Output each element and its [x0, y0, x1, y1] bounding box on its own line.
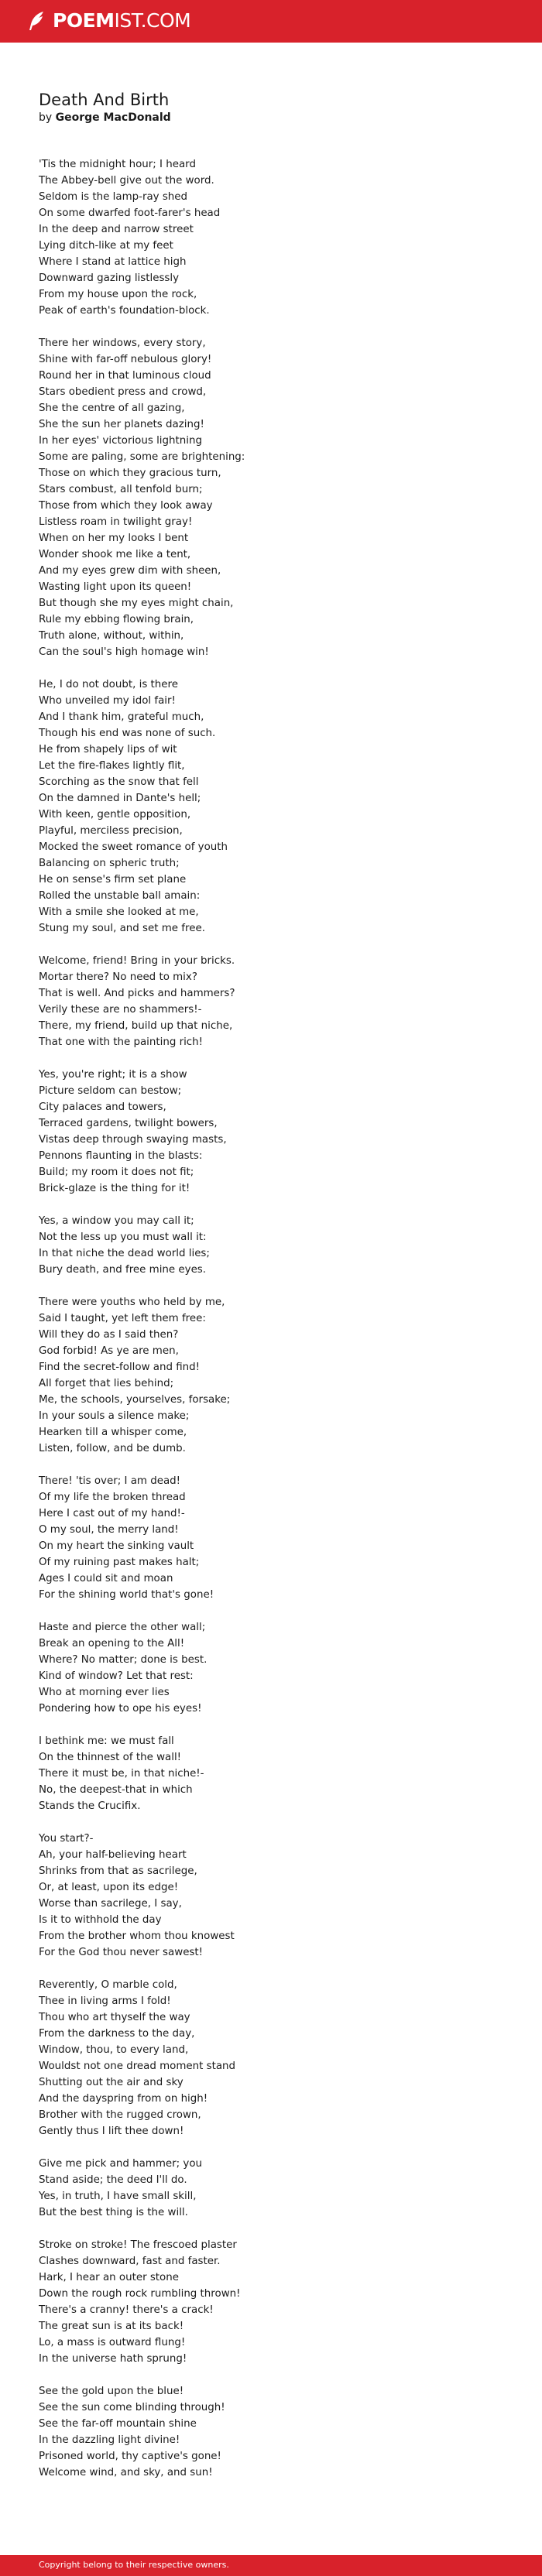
- poem-line: Break an opening to the All!: [39, 1638, 185, 1649]
- poem-line: She the centre of all gazing,: [39, 402, 185, 414]
- poem-line: Verily these are no shammers!-: [39, 1004, 202, 1016]
- poem-line: From the darkness to the day,: [39, 2028, 195, 2040]
- copyright-notice: Copyright belong to their respective owners.: [39, 2560, 229, 2570]
- poem-line: And the dayspring from on high!: [39, 2093, 208, 2105]
- poem-line: Those on which they gracious turn,: [39, 468, 221, 479]
- poem-line: Thou who art thyself the way: [39, 2012, 190, 2023]
- poem-line: Shine with far-off nebulous glory!: [39, 354, 212, 365]
- poem-line: See the sun come blinding through!: [39, 2402, 225, 2413]
- site-header: [0, 0, 542, 43]
- poem-line: Hark, I hear an outer stone: [39, 2272, 179, 2283]
- poem-line: 'Tis the midnight hour; I heard: [39, 159, 196, 170]
- poem-line: But the best thing is the will.: [39, 2207, 188, 2218]
- poem-line: Though his end was none of such.: [39, 728, 216, 739]
- poem-line: Will they do as I said then?: [39, 1329, 179, 1341]
- quill-feather-icon: [26, 10, 46, 32]
- poem-line: Hearken till a whisper come,: [39, 1427, 187, 1438]
- poem-stanza: [39, 1473, 503, 1603]
- poem-line: O my soul, the merry land!: [39, 1524, 179, 1536]
- poem-line: And my eyes grew dim with sheen,: [39, 565, 221, 577]
- poem-stanza: [39, 1294, 503, 1457]
- brand-name: [53, 10, 190, 32]
- poem-stanza: [39, 1213, 503, 1278]
- poem-line: Rolled the unstable ball amain:: [39, 890, 201, 902]
- poem-line: Build; my room it does not fit;: [39, 1166, 194, 1178]
- poem-line: See the gold upon the blue!: [39, 2386, 184, 2397]
- poem-stanza: [39, 953, 503, 1050]
- poem-line: Welcome, friend! Bring in your bricks.: [39, 955, 235, 967]
- poem-line: Of my ruining past makes halt;: [39, 1557, 200, 1568]
- poem-line: Shutting out the air and sky: [39, 2077, 184, 2088]
- poem-line: Terraced gardens, twilight bowers,: [39, 1118, 218, 1129]
- poem-line: On some dwarfed foot-farer's head: [39, 207, 221, 219]
- poem-line: You start?-: [39, 1833, 94, 1845]
- brand-bold: POEM: [53, 9, 115, 32]
- poem-line: Who at morning ever lies: [39, 1687, 170, 1698]
- site-logo-link[interactable]: [26, 10, 190, 32]
- poem-stanza: [39, 2383, 503, 2481]
- poem-author: George MacDonald: [55, 111, 171, 124]
- poem-stanza: [39, 1977, 503, 2139]
- poem-line: Pennons flaunting in the blasts:: [39, 1150, 203, 1162]
- poem-line: Shrinks from that as sacrilege,: [39, 1865, 197, 1877]
- poem-line: There it must be, in that niche!-: [39, 1768, 204, 1780]
- poem-line: Kind of window? Let that rest:: [39, 1670, 194, 1682]
- poem-byline: [39, 110, 503, 125]
- poem-line: When on her my looks I bent: [39, 533, 189, 544]
- poem-line: Ah, your half-believing heart: [39, 1849, 187, 1861]
- poem-line: With a smile she looked at me,: [39, 906, 199, 918]
- poem-line: That is well. And picks and hammers?: [39, 988, 235, 999]
- poem-line: Wouldst not one dread moment stand: [39, 2060, 236, 2072]
- poem-line: There, my friend, build up that niche,: [39, 1020, 233, 1032]
- poem-line: Downward gazing listlessly: [39, 272, 180, 284]
- poem-line: Those from which they look away: [39, 500, 213, 512]
- poem-line: All forget that lies behind;: [39, 1378, 174, 1389]
- poem-line: Stroke on stroke! The frescoed plaster: [39, 2239, 237, 2251]
- poem-line: He on sense's firm set plane: [39, 874, 187, 886]
- poem-line: Wonder shook me like a tent,: [39, 549, 191, 560]
- poem-line: Can the soul's high homage win!: [39, 646, 209, 658]
- poem-line: Mocked the sweet romance of youth: [39, 841, 228, 853]
- poem-stanza: [39, 1831, 503, 1961]
- poem-line: Listless roam in twilight gray!: [39, 516, 193, 528]
- poem-line: There her windows, every story,: [39, 337, 206, 349]
- poem-line: Window, thou, to every land,: [39, 2044, 189, 2056]
- poem-line: See the far-off mountain shine: [39, 2418, 197, 2430]
- poem-line: Truth alone, without, within,: [39, 630, 184, 642]
- poem-line: Brother with the rugged crown,: [39, 2109, 201, 2121]
- poem-line: Mortar there? No need to mix?: [39, 971, 197, 983]
- poem-content: [39, 90, 503, 2497]
- poem-line: In the dazzling light divine!: [39, 2434, 180, 2446]
- poem-line: From my house upon the rock,: [39, 289, 197, 300]
- poem-line: For the God thou never sawest!: [39, 1947, 204, 1958]
- poem-stanza: [39, 2237, 503, 2367]
- poem-line: From the brother whom thou knowest: [39, 1930, 235, 1942]
- poem-line: Stands the Crucifix.: [39, 1800, 141, 1812]
- poem-line: Rule my ebbing flowing brain,: [39, 614, 194, 625]
- poem-line: God forbid! As ye are men,: [39, 1345, 179, 1357]
- poem-line: In the universe hath sprung!: [39, 2353, 187, 2365]
- poem-line: Playful, merciless precision,: [39, 825, 183, 837]
- poem-line: Worse than sacrilege, I say,: [39, 1898, 182, 1910]
- poem-line: City palaces and towers,: [39, 1101, 166, 1113]
- poem-line: Find the secret-follow and find!: [39, 1362, 201, 1373]
- poem-line: He from shapely lips of wit: [39, 744, 177, 755]
- poem-line: Of my life the broken thread: [39, 1492, 186, 1503]
- poem-line: Stand aside; the deed I'll do.: [39, 2174, 187, 2186]
- poem-line: Here I cast out of my hand!-: [39, 1508, 185, 1519]
- poem-line: With keen, gentle opposition,: [39, 809, 191, 820]
- poem-line: For the shining world that's gone!: [39, 1589, 214, 1601]
- poem-line: Give me pick and hammer; you: [39, 2158, 202, 2170]
- poem-line: Wasting light upon its queen!: [39, 581, 192, 593]
- poem-line: But though she my eyes might chain,: [39, 598, 234, 609]
- poem-line: Balancing on spheric truth;: [39, 858, 180, 869]
- poem-line: Yes, a window you may call it;: [39, 1215, 194, 1227]
- site-footer: [0, 2555, 542, 2576]
- poem-line: In that niche the dead world lies;: [39, 1248, 210, 1259]
- poem-line: Ages I could sit and moan: [39, 1573, 173, 1584]
- poem-line: Down the rough rock rumbling thrown!: [39, 2288, 241, 2300]
- poem-line: Vistas deep through swaying masts,: [39, 1134, 227, 1146]
- poem-line: Stung my soul, and set me free.: [39, 923, 205, 934]
- poem-line: There's a cranny! there's a crack!: [39, 2304, 214, 2316]
- poem-line: Seldom is the lamp-ray shed: [39, 191, 188, 203]
- poem-line: Some are paling, some are brightening:: [39, 451, 245, 463]
- poem-line: Clashes downward, fast and faster.: [39, 2256, 221, 2267]
- poem-line: Or, at least, upon its edge!: [39, 1882, 179, 1893]
- poem-line: On the damned in Dante's hell;: [39, 793, 201, 804]
- poem-line: There were youths who held by me,: [39, 1297, 225, 1308]
- poem-line: Who unveiled my idol fair!: [39, 695, 176, 707]
- poem-line: Stars combust, all tenfold burn;: [39, 484, 203, 495]
- poem-line: Where I stand at lattice high: [39, 256, 187, 268]
- poem-line: Let the fire-flakes lightly flit,: [39, 760, 185, 772]
- poem-line: And I thank him, grateful much,: [39, 711, 204, 723]
- poem-line: The Abbey-bell give out the word.: [39, 175, 214, 187]
- poem-line: Listen, follow, and be dumb.: [39, 1443, 186, 1454]
- poem-stanza: [39, 1067, 503, 1197]
- poem-line: Not the less up you must wall it:: [39, 1231, 207, 1243]
- poem-line: On the thinnest of the wall!: [39, 1752, 182, 1763]
- poem-line: Peak of earth's foundation-block.: [39, 305, 210, 317]
- poem-line: In her eyes' victorious lightning: [39, 435, 202, 447]
- poem-line: Me, the schools, yourselves, forsake;: [39, 1394, 231, 1406]
- poem-line: He, I do not doubt, is there: [39, 679, 178, 690]
- poem-line: Pondering how to ope his eyes!: [39, 1703, 202, 1714]
- poem-stanza: [39, 677, 503, 937]
- poem-line: That one with the painting rich!: [39, 1036, 204, 1048]
- poem-line: Scorching as the snow that fell: [39, 776, 199, 788]
- poem-line: In the deep and narrow street: [39, 224, 194, 235]
- poem-line: There! 'tis over; I am dead!: [39, 1475, 181, 1487]
- brand-light: IST.COM: [114, 9, 191, 32]
- poem-line: I bethink me: we must fall: [39, 1735, 174, 1747]
- poem-line: Bury death, and free mine eyes.: [39, 1264, 207, 1276]
- poem-stanza: [39, 1619, 503, 1717]
- poem-line: Lo, a mass is outward flung!: [39, 2337, 186, 2348]
- poem-body: [39, 156, 503, 2481]
- poem-line: Yes, in truth, I have small skill,: [39, 2191, 197, 2202]
- poem-title: Death And Birth: [39, 91, 170, 109]
- poem-stanza: [39, 335, 503, 660]
- poem-line: Yes, you're right; it is a show: [39, 1069, 187, 1081]
- poem-line: In your souls a silence make;: [39, 1410, 190, 1422]
- poem-line: She the sun her planets dazing!: [39, 419, 204, 430]
- poem-line: Welcome wind, and sky, and sun!: [39, 2467, 213, 2478]
- poem-line: Brick-glaze is the thing for it!: [39, 1183, 190, 1194]
- poem-line: Is it to withhold the day: [39, 1914, 162, 1926]
- poem-stanza: [39, 156, 503, 319]
- poem-stanza: [39, 2156, 503, 2221]
- poem-line: Lying ditch-like at my feet: [39, 240, 173, 252]
- poem-line: Where? No matter; done is best.: [39, 1654, 208, 1666]
- poem-line: Round her in that luminous cloud: [39, 370, 211, 382]
- poem-stanza: [39, 1733, 503, 1814]
- poem-line: Said I taught, yet left them free:: [39, 1313, 206, 1324]
- poem-line: Thee in living arms I fold!: [39, 1995, 171, 2007]
- poem-line: Gently thus I lift thee down!: [39, 2126, 184, 2137]
- poem-line: Prisoned world, thy captive's gone!: [39, 2451, 221, 2462]
- poem-line: No, the deepest-that in which: [39, 1784, 193, 1796]
- poem-line: On my heart the sinking vault: [39, 1540, 194, 1552]
- poem-line: Picture seldom can bestow;: [39, 1085, 182, 1097]
- poem-line: The great sun is at its back!: [39, 2321, 184, 2332]
- poem-line: Haste and pierce the other wall;: [39, 1622, 206, 1633]
- poem-line: Reverently, O marble cold,: [39, 1979, 177, 1991]
- poem-line: Stars obedient press and crowd,: [39, 386, 207, 398]
- byline-prefix: by: [39, 111, 53, 124]
